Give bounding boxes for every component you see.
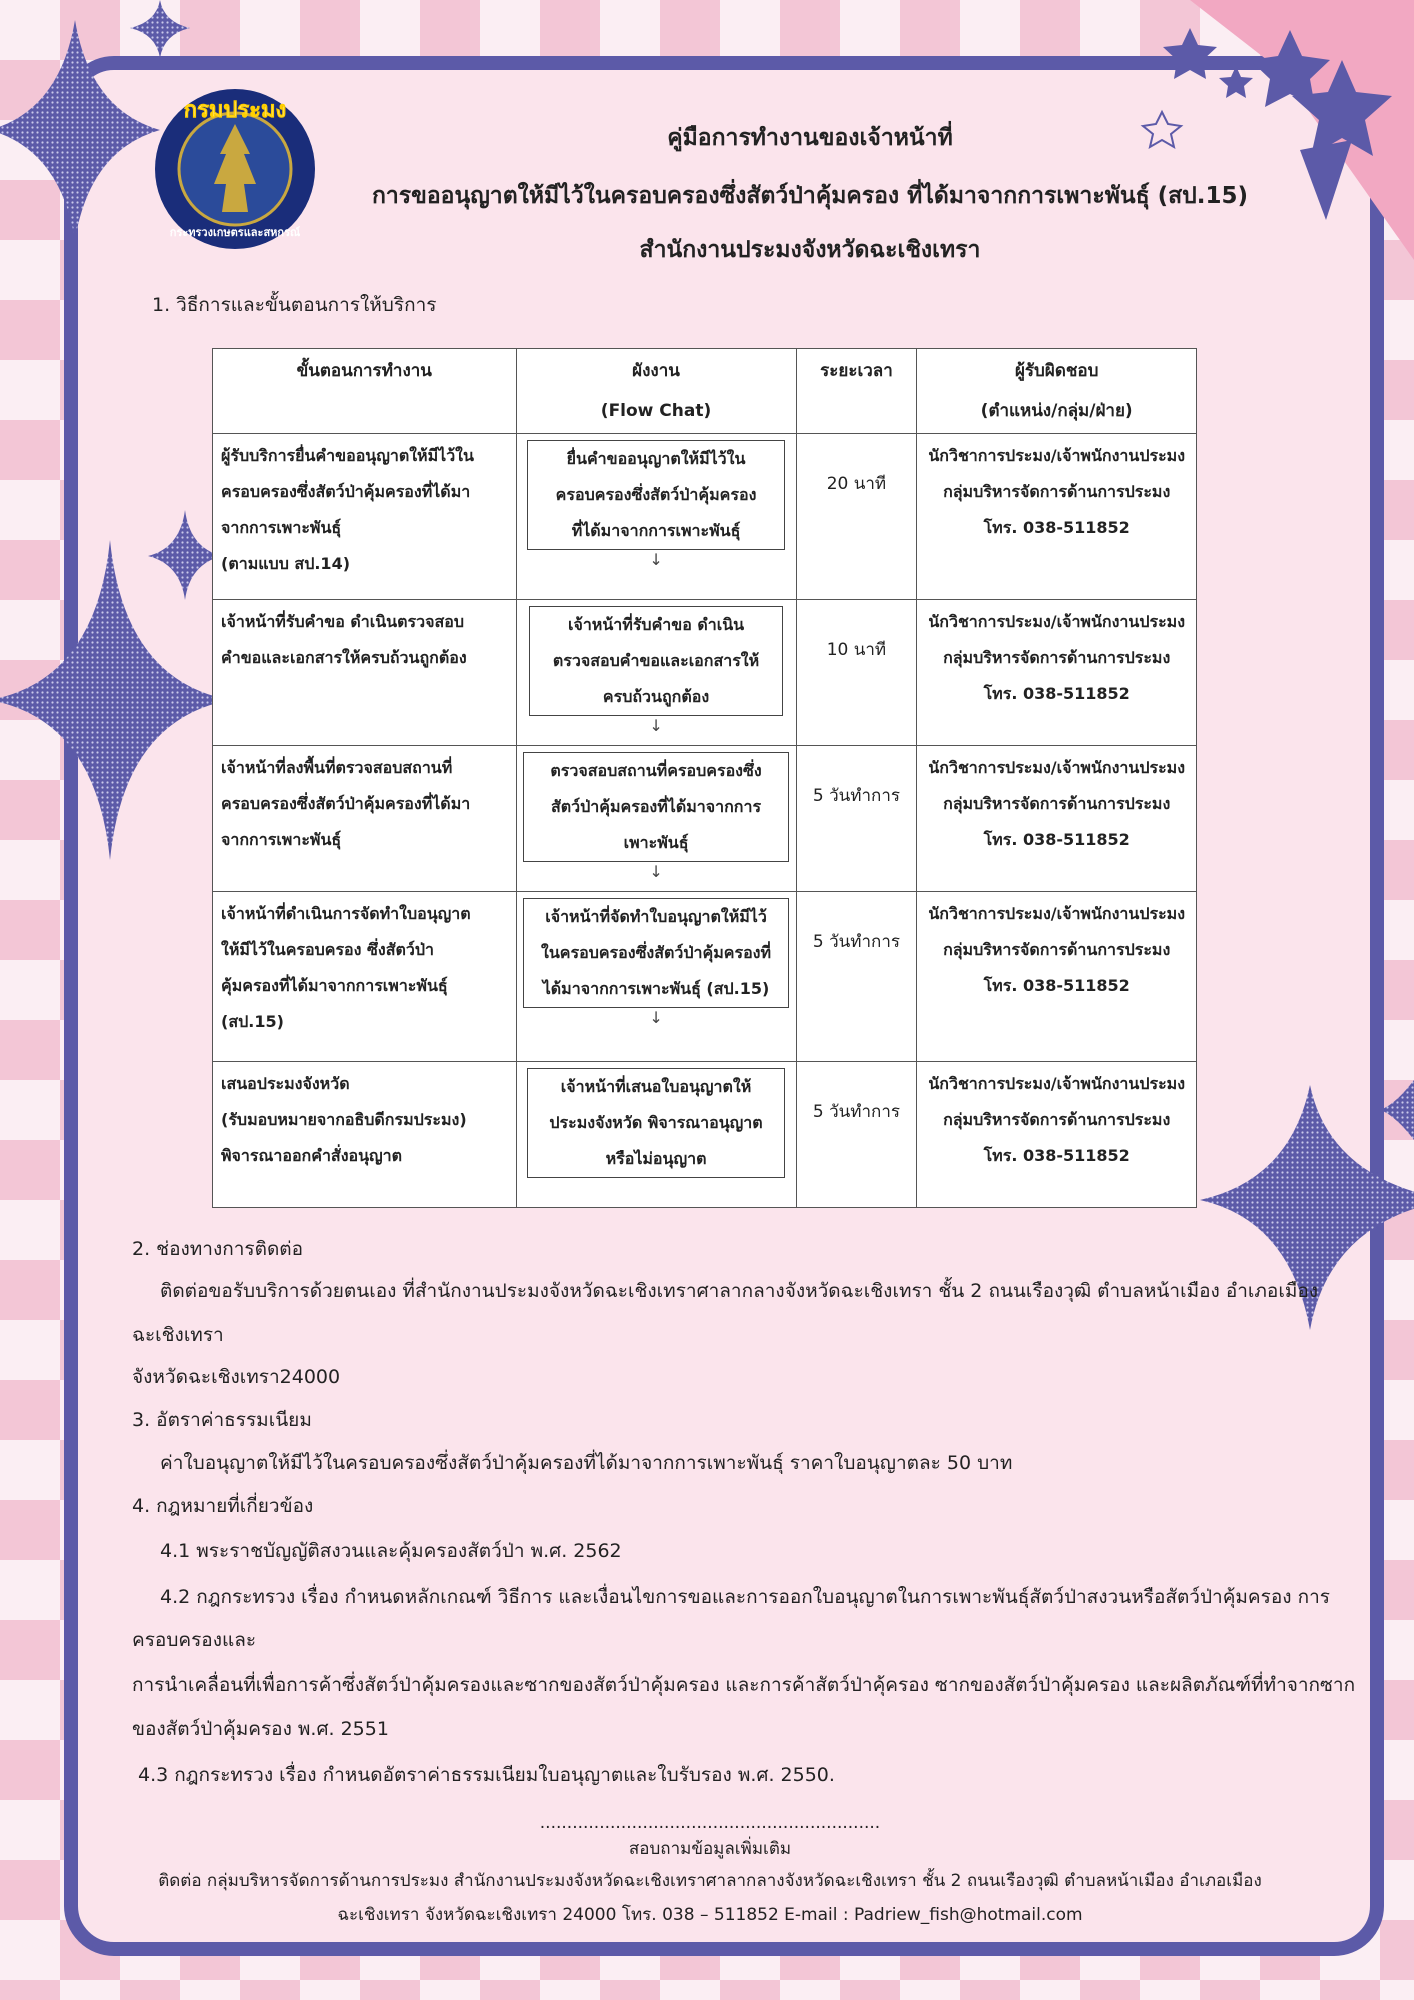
- flowchart-box: เจ้าหน้าที่เสนอใบอนุญาตให้ ประมงจังหวัด พิจารณาอนุญาต หรือไม่อนุญาต: [527, 1068, 785, 1178]
- footer-heading: สอบถามข้อมูลเพิ่มเติม: [628, 1839, 792, 1859]
- responsible-party: นักวิชาการประมง/เจ้าพนักงานประมง กลุ่มบริหารจัดการด้านการประมง โทร. 038-511852: [917, 892, 1197, 1062]
- step-description: เจ้าหน้าที่ดำเนินการจัดทำใบอนุญาต ให้มีไว้ในครอบครอง ซึ่งสัตว์ป่า คุ้มครองที่ได้มาจากการเพาะพันธุ์ (สป.15): [213, 892, 517, 1062]
- svg-text:กระทรวงเกษตรและสหกรณ์: กระทรวงเกษตรและสหกรณ์: [169, 226, 301, 239]
- duration: 5 วันทำการ: [796, 1062, 917, 1208]
- flowchart-box: ยื่นคำขออนุญาตให้มีไว้ใน ครอบครองซึ่งสัตว์ป่าคุ้มครอง ที่ได้มาจากการเพาะพันธุ์: [527, 440, 785, 550]
- responsible-party: นักวิชาการประมง/เจ้าพนักงานประมง กลุ่มบริหารจัดการด้านการประมง โทร. 038-511852: [917, 600, 1197, 746]
- flow-cell: [516, 746, 796, 892]
- down-arrow-icon: ↓: [649, 716, 663, 735]
- law-item-2-line-4: ของสัตว์ป่าคุ้มครอง พ.ศ. 2551: [132, 1718, 389, 1740]
- section-3-heading: 3. อัตราค่าธรรมเนียม: [132, 1409, 312, 1431]
- law-item-2-line-3: การนำเคลื่อนที่เพื่อการค้าซึ่งสัตว์ป่าคุ้มครองและซากของสัตว์ป่าคุ้มครอง และการค้าสัตว์ป่าคุ้ครอง ซากของสัตว์ป่าคุ้มครอง และผลิตภัณฑ์ที่ทำจากซาก: [132, 1674, 1356, 1696]
- responsible-party: นักวิชาการประมง/เจ้าพนักงานประมง กลุ่มบริหารจัดการด้านการประมง โทร. 038-511852: [917, 434, 1197, 600]
- law-item-1: 4.1 พระราชบัญญัติสงวนและคุ้มครองสัตว์ป่า พ.ศ. 2562: [160, 1540, 622, 1562]
- down-arrow-icon: ↓: [649, 550, 663, 569]
- law-item-3: 4.3 กฎกระทรวง เรื่อง กำหนดอัตราค่าธรรมเนียมใบอนุญาตและใบรับรอง พ.ศ. 2550.: [138, 1764, 835, 1786]
- step-description: เสนอประมงจังหวัด (รับมอบหมายจากอธิบดีกรมประมง) พิจารณาออกคำสั่งอนุญาต: [213, 1062, 517, 1208]
- flow-cell: [516, 892, 796, 1062]
- department-logo: [144, 84, 326, 254]
- section-2-heading: 2. ช่องทางการติดต่อ: [132, 1238, 304, 1260]
- flowchart-box: ตรวจสอบสถานที่ครอบครองซึ่ง สัตว์ป่าคุ้มครองที่ได้มาจากการ เพาะพันธุ์: [523, 752, 789, 862]
- fee-line: ค่าใบอนุญาตให้มีไว้ในครอบครองซึ่งสัตว์ป่าคุ้มครองที่ได้มาจากการเพาะพันธุ์ ราคาใบอนุญาตละ 50 บาท: [160, 1452, 1013, 1474]
- col-header-step: ขั้นตอนการทำงาน: [213, 349, 517, 434]
- contact-line-2: ฉะเชิงเทรา: [132, 1324, 224, 1346]
- flowchart-box: เจ้าหน้าที่จัดทำใบอนุญาตให้มีไว้ ในครอบครองซึ่งสัตว์ป่าคุ้มครองที่ ได้มาจากการเพาะพันธุ์ (สป.15): [523, 898, 789, 1008]
- table-row: [213, 746, 1197, 892]
- flow-cell: [516, 434, 796, 600]
- duration: 10 นาที: [796, 600, 917, 746]
- law-item-2-line-2: ครอบครองและ: [132, 1629, 257, 1651]
- contact-line-1: ติดต่อขอรับบริการด้วยตนเอง ที่สำนักงานประมงจังหวัดฉะเชิงเทราศาลากลางจังหวัดฉะเชิงเทรา ชั้น 2 ถนนเรืองวุฒิ ตำบลหน้าเมือง อำเภอเมือง: [160, 1280, 1319, 1302]
- col-header-owner: ผู้รับผิดชอบ (ตำแหน่ง/กลุ่ม/ฝ่าย): [917, 349, 1197, 434]
- title-line-3: สำนักงานประมงจังหวัดฉะเชิงเทรา: [639, 237, 981, 263]
- table-row: [213, 892, 1197, 1062]
- responsible-party: นักวิชาการประมง/เจ้าพนักงานประมง กลุ่มบริหารจัดการด้านการประมง โทร. 038-511852: [917, 746, 1197, 892]
- step-description: ผู้รับบริการยื่นคำขออนุญาตให้มีไว้ใน ครอบครองซึ่งสัตว์ป่าคุ้มครองที่ได้มา จากการเพาะพันธุ์ (ตามแบบ สป.14): [213, 434, 517, 600]
- step-description: เจ้าหน้าที่ลงพื้นที่ตรวจสอบสถานที่ ครอบครองซึ่งสัตว์ป่าคุ้มครองที่ได้มา จากการเพาะพันธุ์: [213, 746, 517, 892]
- svg-text:กรมประมง: กรมประมง: [183, 98, 287, 123]
- title-line-2: การขออนุญาตให้มีไว้ในครอบครองซึ่งสัตว์ป่าคุ้มครอง ที่ได้มาจากการเพาะพันธุ์ (สป.15): [371, 183, 1249, 209]
- responsible-party: นักวิชาการประมง/เจ้าพนักงานประมง กลุ่มบริหารจัดการด้านการประมง โทร. 038-511852: [917, 1062, 1197, 1208]
- down-arrow-icon: ↓: [649, 862, 663, 881]
- table-header-row: [213, 349, 1197, 434]
- footer-line-2: ฉะเชิงเทรา จังหวัดฉะเชิงเทรา 24000 โทร. 038 – 511852 E-mail : Padriew_fish@hotmail.com: [337, 1905, 1083, 1925]
- col-header-flow: ผังงาน (Flow Chat): [516, 349, 796, 434]
- duration: 20 นาที: [796, 434, 917, 600]
- title-line-1: คู่มือการทำงานของเจ้าหน้าที่: [667, 125, 953, 151]
- flowchart-box: เจ้าหน้าที่รับคำขอ ดำเนิน ตรวจสอบคำขอและเอกสารให้ ครบถ้วนถูกต้อง: [529, 606, 783, 716]
- law-item-2-line-1: 4.2 กฎกระทรวง เรื่อง กำหนดหลักเกณฑ์ วิธีการ และเงื่อนไขการขอและการออกใบอนุญาตในการเพาะพันธุ์สัตว์ป่าสงวนหรือสัตว์ป่าคุ้มครอง การ: [160, 1586, 1330, 1608]
- section-4-heading: 4. กฎหมายที่เกี่ยวข้อง: [132, 1495, 314, 1517]
- footer-dots: ...............................................................: [539, 1813, 881, 1833]
- procedure-table: [212, 348, 1197, 1208]
- step-description: เจ้าหน้าที่รับคำขอ ดำเนินตรวจสอบ คำขอและเอกสารให้ครบถ้วนถูกต้อง: [213, 600, 517, 746]
- table-row: [213, 434, 1197, 600]
- table-row: [213, 600, 1197, 746]
- footer-line-1: ติดต่อ กลุ่มบริหารจัดการด้านการประมง สำนักงานประมงจังหวัดฉะเชิงเทราศาลากลางจังหวัดฉะเชิงเทรา ชั้น 2 ถนนเรืองวุฒิ ตำบลหน้าเมือง อำเภอเมือง: [158, 1871, 1262, 1891]
- col-header-time: ระยะเวลา: [796, 349, 917, 434]
- down-arrow-icon: ↓: [649, 1008, 663, 1027]
- table-row: [213, 1062, 1197, 1208]
- duration: 5 วันทำการ: [796, 746, 917, 892]
- flow-cell: [516, 600, 796, 746]
- contact-line-3: จังหวัดฉะเชิงเทรา24000: [132, 1366, 341, 1388]
- section-1-heading: 1. วิธีการและขั้นตอนการให้บริการ: [152, 294, 437, 316]
- flow-cell: [516, 1062, 796, 1208]
- duration: 5 วันทำการ: [796, 892, 917, 1062]
